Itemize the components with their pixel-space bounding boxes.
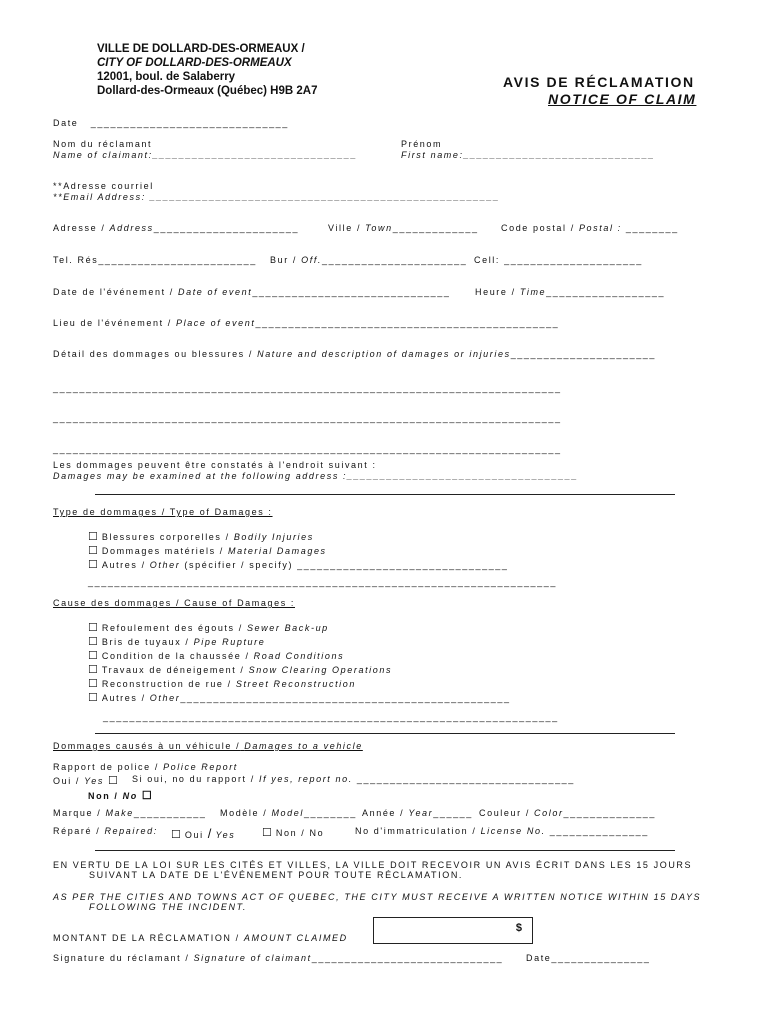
color-label-fr: Couleur / (479, 808, 530, 818)
date-field[interactable] (53, 118, 289, 128)
year-label-en: Year (408, 808, 434, 818)
cause-label-en: Snow Clearing Operations (248, 665, 393, 675)
event-date-blank[interactable]: ______________________________ (252, 287, 451, 297)
examine-address-field[interactable] (53, 471, 578, 481)
first-name-label-en: First name: (401, 150, 464, 160)
cause-sewer-option[interactable] (88, 621, 329, 634)
police-label-fr: Rapport de police / (53, 762, 159, 772)
city-name-en: CITY OF DOLLARD-DES-ORMEAUX (97, 57, 292, 69)
city-street: 12001, boul. de Salaberry (97, 71, 236, 83)
form-title-fr: AVIS DE RÉCLAMATION (503, 74, 695, 90)
notice-en-line1: AS PER THE CITIES AND TOWNS ACT OF QUEBEC, THE CITY MUST RECEIVE A WRITTEN NOTICE WITHIN 15 DAYS (53, 892, 702, 902)
repaired-label-en: Repaired: (104, 826, 158, 836)
repaired-yes-option[interactable] (171, 826, 235, 841)
notice-fr-line1: EN VERTU DE LA LOI SUR LES CITÉS ET VILLES, LA VILLE DOIT RECEVOIR UN AVIS ÉCRIT DANS LES 15 JOURS (53, 860, 693, 870)
email-blank[interactable]: _____________________________________________________ (145, 192, 500, 202)
color-blank[interactable]: ______________ (563, 808, 657, 818)
repaired-yes-label-en: Yes (215, 830, 236, 840)
date-label: Date (53, 118, 79, 128)
name-label-en: Name of claimant: (53, 150, 153, 160)
postal-label-fr: Code postal / (501, 223, 575, 233)
office-label-en: Off. (301, 255, 323, 265)
signature-label-en: Signature of claimant (193, 953, 312, 963)
license-label-en: License No. (480, 826, 546, 836)
signature-field[interactable] (53, 953, 503, 963)
checkbox-icon[interactable]: ☐ (88, 531, 98, 543)
type-label-fr: Blessures corporelles / (101, 532, 230, 542)
city-locality: Dollard-des-Ormeaux (Québec) H9B 2A7 (97, 85, 318, 97)
checkbox-icon[interactable]: ☐ (88, 650, 98, 662)
examine-blank[interactable]: ___________________________________ (347, 471, 579, 481)
cause-label-en: Street Reconstruction (235, 679, 356, 689)
event-time-field[interactable] (475, 287, 665, 297)
checkbox-icon[interactable]: ☐ (262, 827, 272, 839)
vehicle-model-field[interactable] (220, 808, 357, 818)
event-time-label-fr: Heure / (475, 287, 516, 297)
repaired-label-fr: Réparé / (53, 826, 101, 836)
office-blank[interactable]: ______________________ (322, 255, 468, 265)
signature-date-field[interactable] (526, 953, 651, 963)
date-blank[interactable]: ______________________________ (78, 118, 289, 128)
cause-street-option[interactable] (88, 677, 356, 690)
cause-label-fr: Condition de la chaussée / (101, 651, 250, 661)
checkbox-icon[interactable]: ☐ (171, 829, 181, 841)
cause-label-en: Other (149, 693, 181, 703)
cause-heading: Cause des dommages / Cause of Damages : (53, 598, 295, 608)
damage-detail-field[interactable] (53, 349, 656, 359)
checkbox-icon[interactable]: ☐ (88, 664, 98, 676)
cause-other-line[interactable]: _____________________________________________________________________ (103, 712, 559, 722)
police-no-label-en: No (122, 791, 138, 801)
signature-date-blank[interactable]: _______________ (551, 953, 651, 963)
police-no-label-fr: Non / (88, 791, 119, 801)
cause-label-en: Pipe Rupture (193, 637, 266, 647)
type-label-en: Bodily Injuries (233, 532, 314, 542)
type-other-line[interactable]: _______________________________________________________________________ (88, 577, 557, 587)
license-blank[interactable]: _______________ (545, 826, 649, 836)
email-field[interactable] (53, 192, 500, 202)
year-blank[interactable]: ______ (433, 808, 473, 818)
email-label-en: **Email Address: (53, 192, 146, 202)
type-other-option[interactable] (88, 558, 509, 571)
cause-label-en: Road Conditions (253, 651, 345, 661)
cell-field[interactable] (474, 255, 643, 265)
cause-road-option[interactable] (88, 649, 344, 662)
vehicle-heading (53, 741, 363, 751)
report-number-blank[interactable]: _________________________________ (352, 774, 575, 784)
signature-date-label: Date (526, 953, 552, 963)
amount-label-en: AMOUNT CLAIMED (243, 933, 348, 943)
cause-label-fr: Autres / (101, 693, 146, 703)
tel-res-label: Tel. Rés (53, 255, 99, 265)
examine-label-en: Damages may be examined at the following address : (53, 471, 348, 481)
make-label-en: Make (105, 808, 134, 818)
repaired-yes-label-fr: Oui (184, 830, 204, 840)
city-name-fr: VILLE DE DOLLARD-DES-ORMEAUX / (97, 43, 305, 55)
cause-label-en: Sewer Back-up (246, 623, 329, 633)
type-material-option[interactable] (88, 544, 327, 557)
name-field[interactable] (53, 150, 358, 160)
damage-detail-label-en: Nature and description of damages or injuries (257, 349, 511, 359)
signature-label-fr: Signature du réclamant / (53, 953, 190, 963)
police-yes-label-en: Yes (84, 776, 104, 786)
section-divider (95, 494, 675, 495)
vehicle-year-field[interactable] (362, 808, 473, 818)
damage-detail-label-fr: Détail des dommages ou blessures / (53, 349, 253, 359)
event-date-label-fr: Date de l'événement / (53, 287, 174, 297)
report-label-en: If yes, report no. (258, 774, 353, 784)
town-label-fr: Ville / (328, 223, 362, 233)
type-heading: Type de dommages / Type of Damages : (53, 507, 273, 517)
type-label-en: Other (149, 560, 181, 570)
town-blank[interactable]: _____________ (392, 223, 479, 233)
repaired-no-label: Non / No (275, 828, 325, 838)
type-bodily-option[interactable] (88, 530, 314, 543)
cause-snow-option[interactable] (88, 663, 392, 676)
type-other-specify: (spécifier / specify) (184, 560, 294, 570)
type-other-blank[interactable]: ________________________________ (293, 560, 509, 570)
police-yes-label-fr: Oui / (53, 776, 81, 786)
nom-label-fr: Nom du réclamant (53, 139, 153, 149)
notice-en-line2: FOLLOWING THE INCIDENT. (89, 902, 247, 912)
cause-other-blank[interactable]: __________________________________________________ (180, 693, 511, 703)
checkbox-icon[interactable]: ☐ (88, 692, 98, 704)
tel-res-field[interactable] (53, 255, 257, 265)
license-label-fr: No d'immatriculation / (355, 826, 477, 836)
tel-office-field[interactable] (270, 255, 467, 265)
email-label-fr: **Adresse courriel (53, 181, 154, 191)
detail-line-2[interactable]: _____________________________________________________________________________ (53, 413, 562, 423)
notice-fr-line2: SUIVANT LA DATE DE L'ÉVÉNEMENT POUR TOUTE RÉCLAMATION. (89, 870, 464, 880)
address-row[interactable] (53, 223, 299, 233)
postal-code-field[interactable] (501, 223, 679, 233)
type-label-fr: Dommages matériels / (101, 546, 224, 556)
event-place-field[interactable] (53, 318, 559, 328)
cause-label-fr: Refoulement des égouts / (101, 623, 243, 633)
checkbox-icon[interactable]: ☐ (88, 545, 98, 557)
address-label-fr: Adresse / (53, 223, 106, 233)
checkbox-icon[interactable]: ☐ (88, 678, 98, 690)
amount-label (53, 933, 348, 943)
checkbox-icon[interactable]: ☐ (141, 790, 152, 802)
signature-blank[interactable]: _____________________________ (311, 953, 504, 963)
type-label-fr: Autres / (101, 560, 146, 570)
police-label-en: Police Report (163, 762, 238, 772)
first-name-blank[interactable]: _____________________________ (463, 150, 656, 160)
prenom-label-fr: Prénom (401, 139, 443, 149)
event-date-field[interactable] (53, 287, 451, 297)
damage-detail-blank[interactable]: ______________________ (510, 349, 657, 359)
event-place-label-en: Place of event (176, 318, 256, 328)
section-divider (95, 733, 675, 734)
cause-label-fr: Travaux de déneigement / (101, 665, 245, 675)
model-label-fr: Modèle / (220, 808, 268, 818)
detail-line-1[interactable]: _____________________________________________________________________________ (53, 383, 562, 393)
cause-other-option[interactable] (88, 691, 511, 704)
first-name-field[interactable] (401, 150, 655, 160)
report-number-field[interactable] (132, 774, 575, 784)
town-field[interactable] (328, 223, 479, 233)
checkbox-icon[interactable]: ☐ (88, 622, 98, 634)
vehicle-heading-fr: Dommages causés à un véhicule / (53, 741, 241, 751)
year-label-fr: Année / (362, 808, 405, 818)
type-label-en: Material Damages (228, 546, 327, 556)
license-field[interactable] (355, 826, 649, 836)
event-time-blank[interactable]: __________________ (546, 287, 666, 297)
make-blank[interactable]: ___________ (133, 808, 207, 818)
detail-line-3[interactable]: _____________________________________________________________________________ (53, 444, 562, 454)
postal-blank[interactable]: ________ (621, 223, 679, 233)
event-time-label-en: Time (519, 287, 547, 297)
town-label-en: Town (365, 223, 393, 233)
section-divider (95, 850, 675, 851)
repaired-label (53, 826, 158, 836)
police-yes-option[interactable] (53, 774, 122, 787)
model-blank[interactable]: ________ (303, 808, 357, 818)
vehicle-color-field[interactable] (479, 808, 656, 818)
cause-label-fr: Bris de tuyaux / (101, 637, 190, 647)
tel-res-blank[interactable]: ________________________ (98, 255, 257, 265)
checkbox-icon[interactable]: ☐ (108, 775, 118, 787)
name-blank[interactable]: _______________________________ (152, 150, 358, 160)
police-report-label (53, 762, 238, 772)
repaired-no-option[interactable] (262, 826, 324, 839)
color-label-en: Color (534, 808, 564, 818)
examine-label-fr: Les dommages peuvent être constatés à l'endroit suivant : (53, 460, 377, 470)
address-blank[interactable]: ______________________ (153, 223, 300, 233)
checkbox-icon[interactable]: ☐ (88, 559, 98, 571)
cell-label: Cell: (474, 255, 501, 265)
office-label-fr: Bur / (270, 255, 298, 265)
report-label-fr: Si oui, no du rapport / (132, 774, 255, 784)
event-date-label-en: Date of event (177, 287, 253, 297)
cell-blank[interactable]: _____________________ (500, 255, 643, 265)
event-place-blank[interactable]: ______________________________________________ (255, 318, 560, 328)
dollar-sign: $ (515, 922, 522, 934)
vehicle-heading-en: Damages to a vehicle (244, 741, 363, 751)
amount-label-fr: MONTANT DE LA RÉCLAMATION / (53, 933, 240, 943)
event-place-label-fr: Lieu de l'événement / (53, 318, 172, 328)
slash-divider: / (207, 826, 212, 841)
form-title-en: NOTICE OF CLAIM (548, 91, 697, 107)
cause-label-fr: Reconstruction de rue / (101, 679, 232, 689)
cause-pipe-option[interactable] (88, 635, 265, 648)
amount-input[interactable] (373, 917, 533, 944)
model-label-en: Model (271, 808, 304, 818)
police-no-option[interactable] (88, 789, 156, 802)
make-label-fr: Marque / (53, 808, 102, 818)
vehicle-make-field[interactable] (53, 808, 207, 818)
postal-label-en: Postal : (578, 223, 622, 233)
address-label-en: Address (109, 223, 154, 233)
checkbox-icon[interactable]: ☐ (88, 636, 98, 648)
